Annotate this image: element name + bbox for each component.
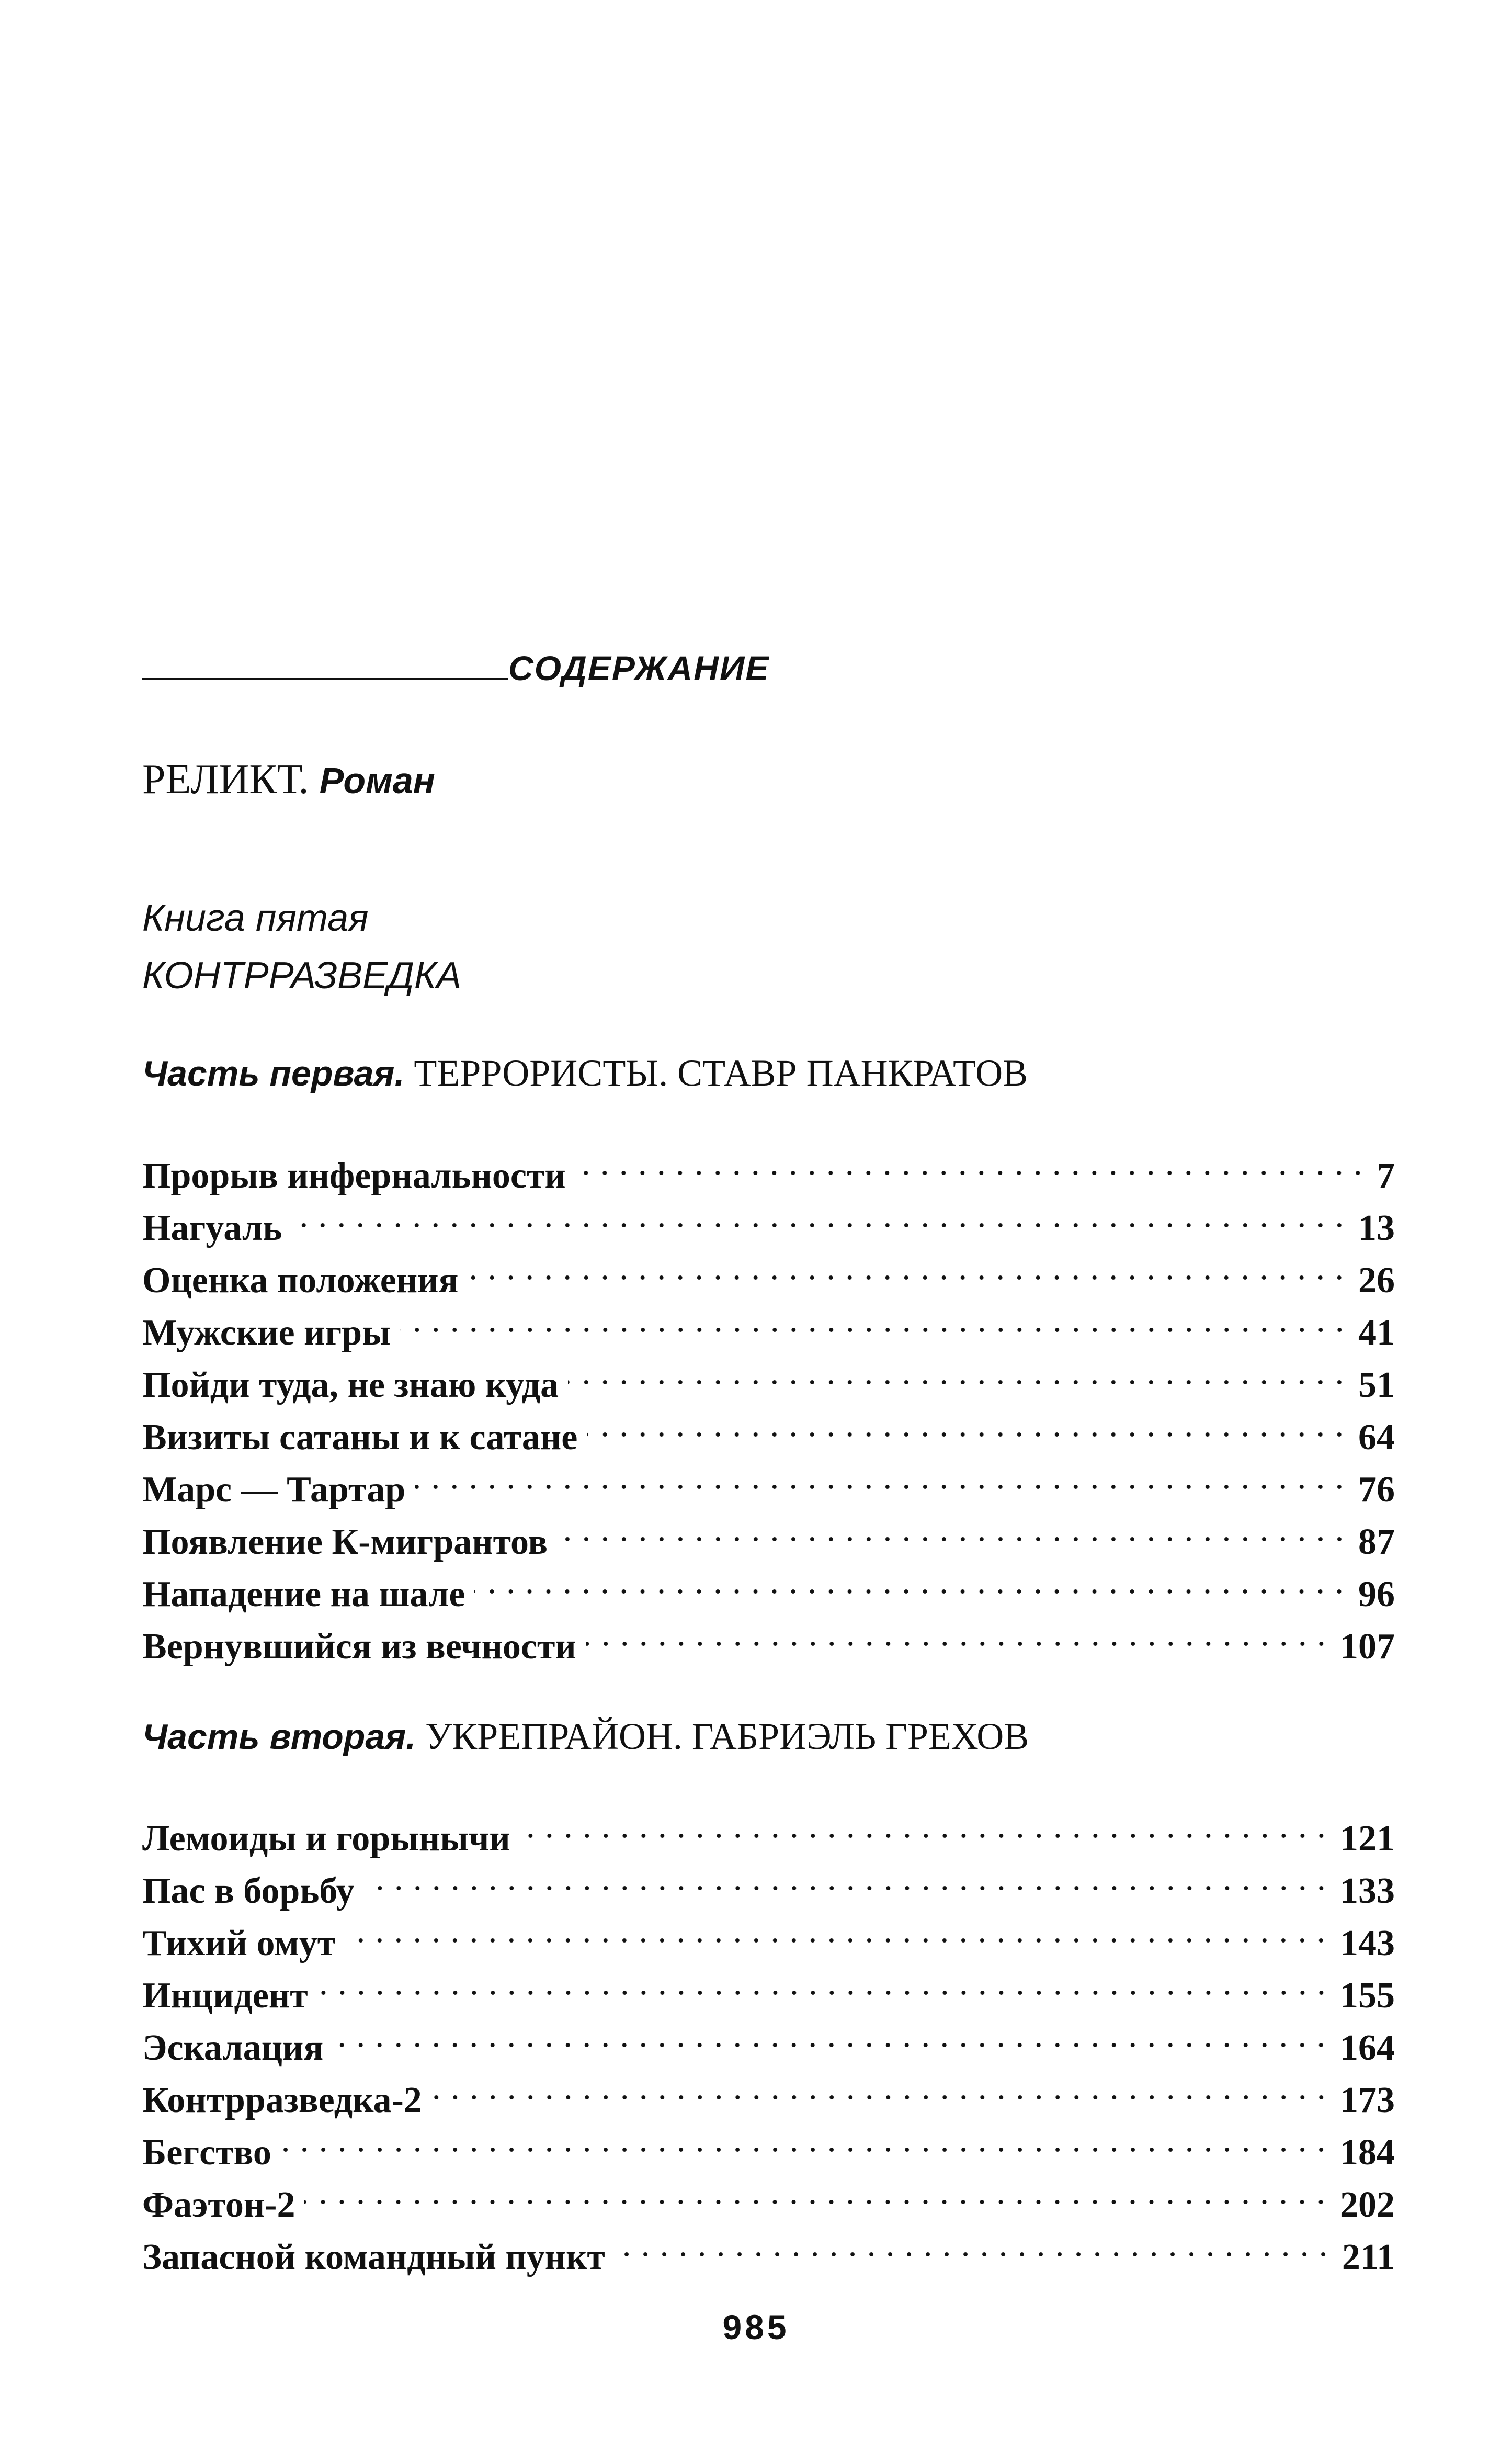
toc-leader-dots xyxy=(586,1606,1331,1658)
toc-entry-page: 7 xyxy=(1377,1156,1395,1196)
toc-entry-page: 211 xyxy=(1342,2237,1395,2277)
toc-entry-title: Появление К-мигрантов xyxy=(142,1522,548,1562)
toc-leader-dots xyxy=(520,1798,1331,1850)
toc-entry-page: 133 xyxy=(1340,1871,1395,1911)
toc-entry-title: Пас в борьбу xyxy=(142,1871,355,1911)
toc-entry[interactable] xyxy=(142,1135,1395,1196)
book-title-text: РЕЛИКТ. xyxy=(142,756,309,803)
toc-entry[interactable] xyxy=(142,1955,1395,2016)
toc-leader-dots xyxy=(304,2164,1331,2217)
toc-entry-page: 173 xyxy=(1340,2080,1395,2120)
toc-entry-page: 121 xyxy=(1340,1819,1395,1859)
toc-entry-title: Инцидент xyxy=(142,1975,308,2016)
toc-entry-page: 202 xyxy=(1340,2185,1395,2225)
toc-leader-dots xyxy=(400,1292,1349,1345)
toc-leader-dots xyxy=(568,1345,1349,1397)
toc-leader-dots xyxy=(291,1188,1349,1240)
toc-entry-page: 64 xyxy=(1358,1417,1395,1458)
book-name: КОНТРРАЗВЕДКА xyxy=(142,955,462,997)
toc-entry-title: Бегство xyxy=(142,2132,271,2173)
part-label: Часть вторая. xyxy=(142,1717,416,1757)
toc-list-part-1 xyxy=(142,1135,1395,1667)
toc-entry-page: 143 xyxy=(1340,1923,1395,1963)
toc-entry-page: 107 xyxy=(1340,1627,1395,1667)
toc-entry-page: 184 xyxy=(1340,2132,1395,2173)
toc-leader-dots xyxy=(333,2007,1331,2060)
book-part-block xyxy=(142,889,461,1004)
toc-entry-title: Прорыв инфернальности xyxy=(142,1156,566,1196)
toc-leader-dots xyxy=(415,1449,1349,1501)
toc-leader-dots xyxy=(615,2217,1333,2269)
toc-entry[interactable] xyxy=(142,1188,1395,1248)
toc-entry-title: Запасной командный пункт xyxy=(142,2237,605,2277)
toc-entry-page: 96 xyxy=(1358,1574,1395,1614)
toc-entry-title: Нападение на шале xyxy=(142,1574,465,1614)
toc-entry-page: 41 xyxy=(1358,1313,1395,1353)
toc-entry-title: Фаэтон-2 xyxy=(142,2185,295,2225)
toc-entry[interactable] xyxy=(142,2112,1395,2173)
part-title: ТЕРРОРИСТЫ. СТАВР ПАНКРАТОВ xyxy=(414,1052,1028,1094)
toc-entry-title: Пойди туда, не знаю куда xyxy=(142,1365,559,1405)
book-label: Книга пятая xyxy=(142,897,369,939)
toc-leader-dots xyxy=(364,1850,1331,1903)
book-title xyxy=(142,756,436,803)
toc-leader-dots xyxy=(468,1240,1349,1292)
toc-entry[interactable] xyxy=(142,2217,1395,2277)
toc-entry-title: Нагуаль xyxy=(142,1208,282,1248)
toc-entry[interactable] xyxy=(142,2007,1395,2068)
toc-leader-dots xyxy=(281,2112,1331,2164)
toc-leader-dots xyxy=(317,1955,1331,2007)
toc-leader-dots xyxy=(431,2060,1331,2112)
part-heading-1 xyxy=(142,1054,1028,1092)
toc-entry[interactable] xyxy=(142,2164,1395,2225)
toc-leader-dots xyxy=(474,1554,1349,1606)
toc-entry-title: Эскалация xyxy=(142,2028,324,2068)
toc-entry-page: 164 xyxy=(1340,2028,1395,2068)
part-heading-2 xyxy=(142,1715,1029,1757)
contents-title: СОДЕРЖАНИЕ xyxy=(508,649,770,687)
toc-entry-title: Марс — Тартар xyxy=(142,1470,406,1510)
page-number: 985 xyxy=(722,2308,790,2346)
toc-entry[interactable] xyxy=(142,1798,1395,1859)
toc-leader-dots xyxy=(345,1903,1331,1955)
toc-entry-page: 155 xyxy=(1340,1975,1395,2016)
part-label: Часть первая. xyxy=(142,1054,405,1093)
toc-entry[interactable] xyxy=(142,2060,1395,2120)
toc-entry-title: Мужские игры xyxy=(142,1313,391,1353)
toc-entry-title: Контрразведка-2 xyxy=(142,2080,422,2120)
toc-entry-title: Визиты сатаны и к сатане xyxy=(142,1417,578,1458)
toc-entry-page: 51 xyxy=(1358,1365,1395,1405)
part-title: УКРЕПРАЙОН. ГАБРИЭЛЬ ГРЕХОВ xyxy=(425,1715,1029,1757)
toc-entry-title: Оценка положения xyxy=(142,1260,459,1301)
toc-entry-title: Тихий омут xyxy=(142,1923,336,1963)
toc-entry-page: 87 xyxy=(1358,1522,1395,1562)
toc-entry-title: Вернувшийся из вечности xyxy=(142,1627,576,1667)
toc-entry-page: 13 xyxy=(1358,1208,1395,1248)
toc-leader-dots xyxy=(575,1135,1367,1188)
toc-leader-dots xyxy=(587,1397,1349,1449)
toc-entry-title: Лемоиды и горынычи xyxy=(142,1819,510,1859)
contents-header xyxy=(142,628,1397,691)
toc-entry-page: 76 xyxy=(1358,1470,1395,1510)
book-genre: Роман xyxy=(319,760,436,801)
toc-entry-page: 26 xyxy=(1358,1260,1395,1301)
header-rule xyxy=(142,678,508,680)
toc-list-part-2 xyxy=(142,1798,1395,2277)
toc-entry[interactable] xyxy=(142,1240,1395,1301)
toc-leader-dots xyxy=(557,1501,1349,1554)
